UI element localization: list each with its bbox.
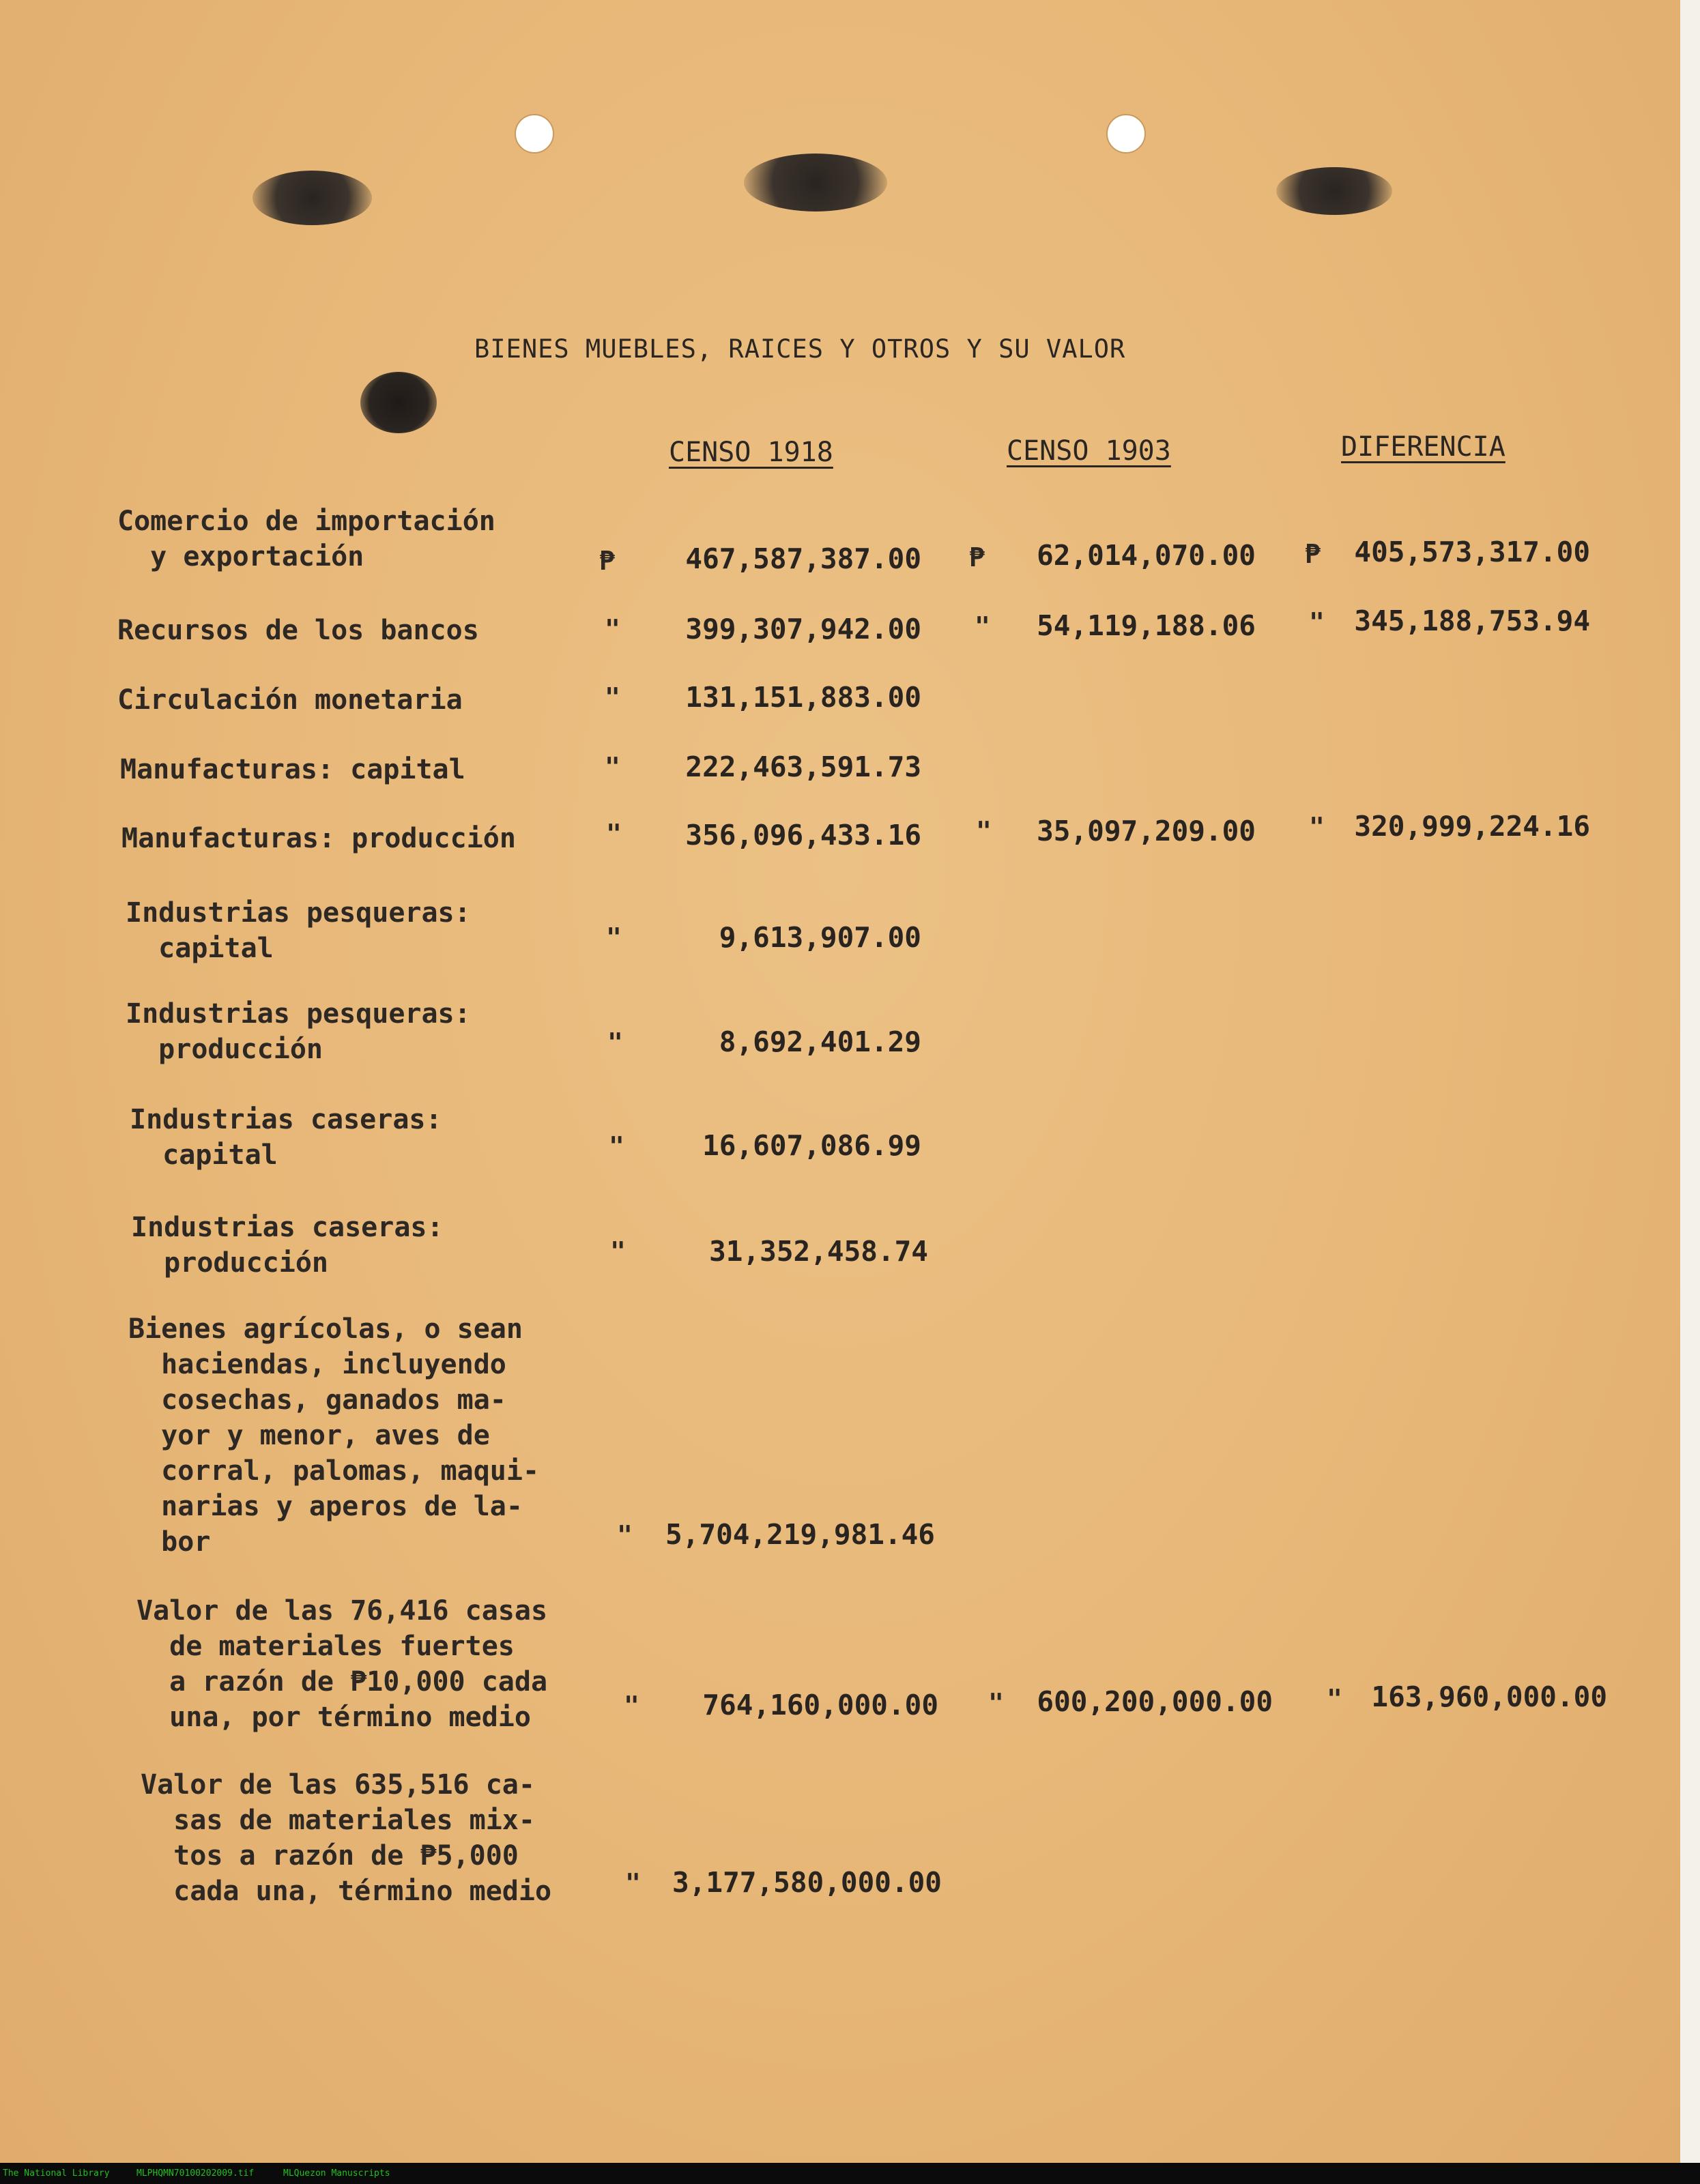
footer-collection: MLQuezon Manuscripts [283,2168,390,2179]
currency-symbol: " [1327,1684,1342,1714]
currency-symbol: " [975,611,990,641]
currency-symbol: " [606,819,622,849]
value-censo-1903: 600,200,000.00 [1037,1685,1273,1718]
value-censo-1903: 35,097,209.00 [1037,815,1256,847]
value-diferencia: 345,188,753.94 [1354,605,1590,637]
scan-footer-bar [0,2163,1700,2184]
scan-edge [1680,0,1700,2163]
value-censo-1918: 9,613,907.00 [719,921,921,954]
page-title: BIENES MUEBLES, RAICES Y OTROS Y SU VALOR [474,334,1126,364]
row-label: Industrias pesqueras: producción [126,998,471,1065]
row-label: Manufacturas: capital [120,754,465,785]
currency-symbol: " [617,1520,633,1550]
row-label: Bienes agrícolas, o sean haciendas, incluyendo cosechas, ganados ma- yor y menor, aves de corral, palomas, maqui- narias y aperos de la- bor [128,1313,540,1558]
column-header-diferencia: DIFERENCIA [1341,431,1505,463]
currency-symbol: " [624,1691,639,1721]
value-diferencia: 320,999,224.16 [1354,810,1590,843]
row-label: Manufacturas: producción [121,823,516,854]
row-label: Valor de las 635,516 ca- sas de materiales mix- tos a razón de ₱5,000 cada una, término medio [141,1769,552,1907]
burn-mark-center [744,154,887,212]
footer-filename: MLPHQMN70100202009.tif [136,2168,255,2179]
column-header-censo-1918: CENSO 1918 [669,437,833,468]
currency-symbol: " [988,1688,1004,1718]
row-label: Comercio de importación y exportación [117,506,495,572]
value-censo-1918: 16,607,086.99 [702,1129,921,1162]
currency-symbol: ₱ [599,546,615,576]
value-censo-1918: 764,160,000.00 [702,1689,938,1721]
value-censo-1918: 131,151,883.00 [685,681,921,714]
currency-symbol: " [605,752,620,782]
currency-symbol: " [605,614,620,644]
row-label: Industrias pesqueras: capital [126,897,471,964]
row-label: Circulación monetaria [117,684,463,716]
burn-mark-left [253,171,372,225]
row-label: Recursos de los bancos [117,615,479,646]
value-censo-1918: 356,096,433.16 [685,819,921,851]
currency-symbol: ₱ [969,542,985,572]
value-diferencia: 405,573,317.00 [1354,536,1590,568]
currency-symbol: " [605,682,620,712]
row-label: Industrias caseras: capital [130,1104,442,1171]
currency-symbol: " [1309,607,1325,637]
value-censo-1918: 467,587,387.00 [685,542,921,575]
ink-smudge [360,372,437,433]
currency-symbol: " [607,1028,623,1058]
punch-hole-right [1106,114,1146,154]
value-censo-1918: 31,352,458.74 [709,1235,928,1268]
row-label: Industrias caseras: producción [131,1212,444,1279]
value-censo-1903: 54,119,188.06 [1037,609,1256,642]
value-censo-1918: 3,177,580,000.00 [672,1866,942,1899]
value-diferencia: 163,960,000.00 [1371,1680,1607,1713]
value-censo-1918: 222,463,591.73 [685,751,921,783]
value-censo-1918: 399,307,942.00 [685,613,921,645]
currency-symbol: " [609,1131,624,1161]
value-censo-1918: 5,704,219,981.46 [665,1518,935,1551]
column-header-censo-1903: CENSO 1903 [1007,435,1171,467]
currency-symbol: " [610,1236,626,1266]
currency-symbol: " [1309,812,1325,842]
punch-hole-left [515,114,554,154]
footer-library: The National Library [3,2168,110,2179]
currency-symbol: ₱ [1305,539,1321,569]
burn-mark-right [1276,167,1392,215]
value-censo-1903: 62,014,070.00 [1037,539,1256,572]
value-censo-1918: 8,692,401.29 [719,1025,921,1058]
row-label: Valor de las 76,416 casas de materiales fuertes a razón de ₱10,000 cada una, por término medio [136,1595,548,1733]
currency-symbol: " [625,1868,641,1898]
currency-symbol: " [976,816,992,846]
currency-symbol: " [606,922,622,952]
